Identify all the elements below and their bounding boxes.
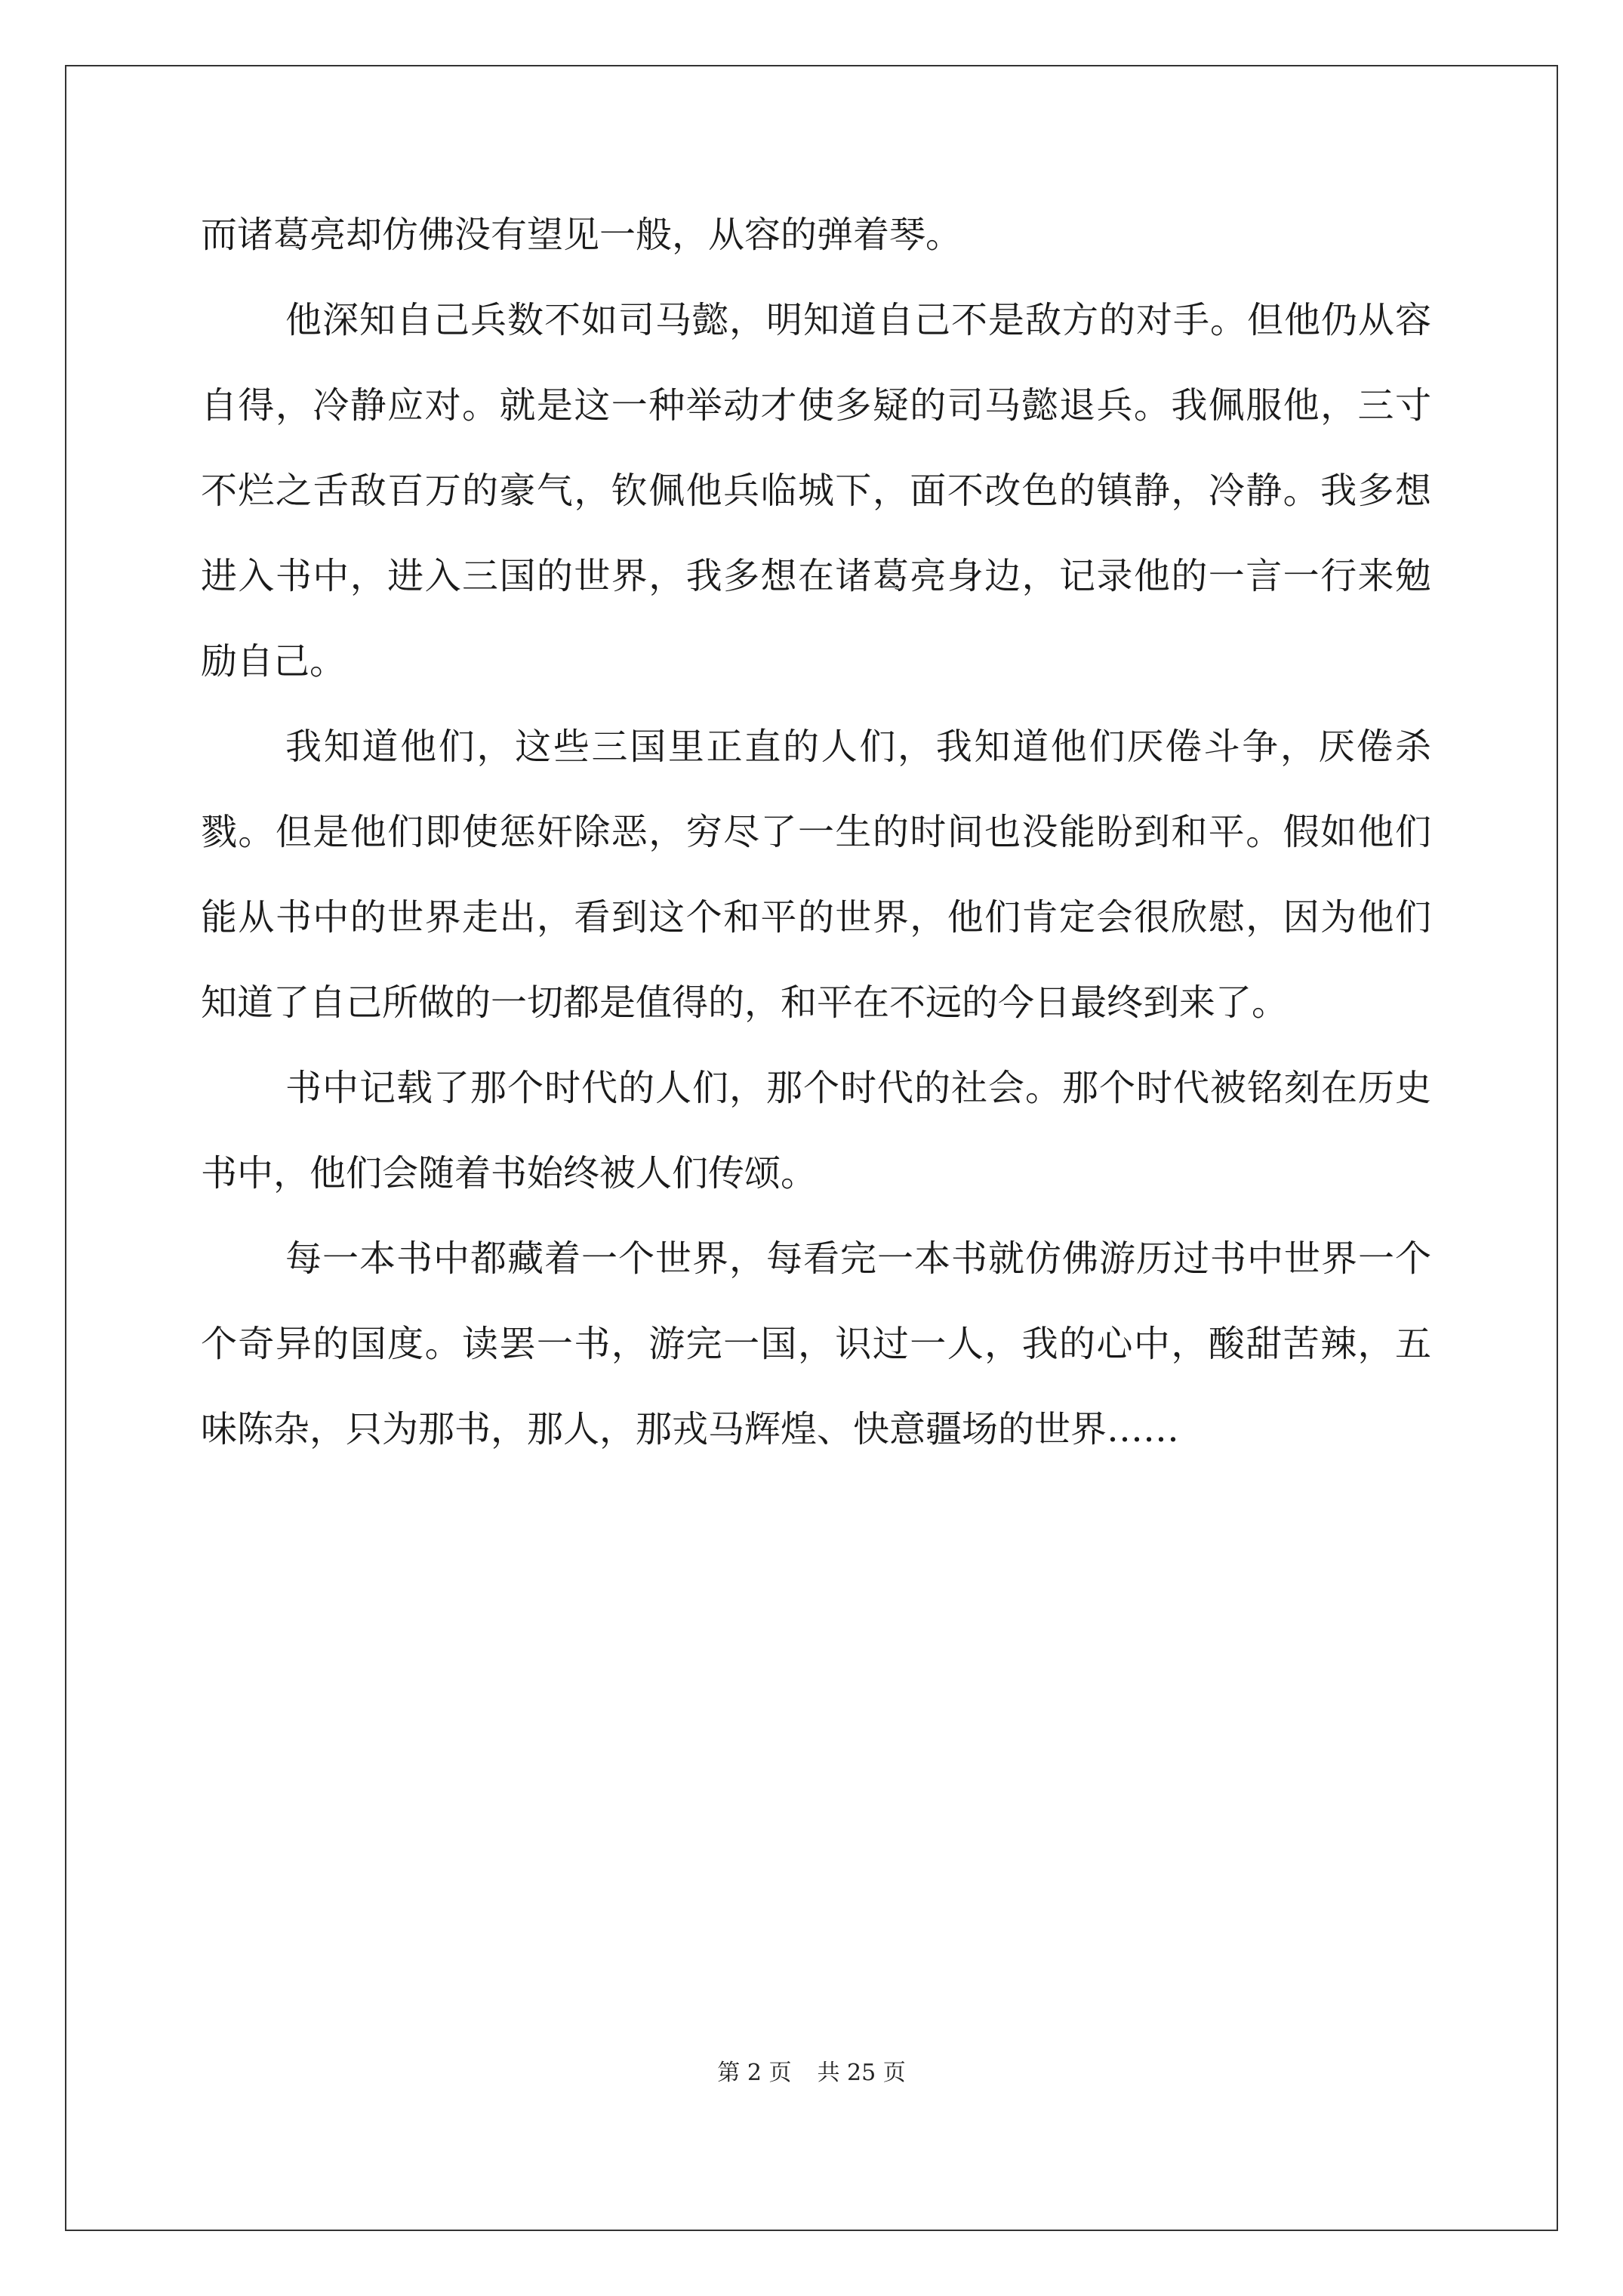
paragraph-2: 他深知自己兵数不如司马懿，明知道自己不是敌方的对手。但他仍从容自得，冷静应对。就是这一种举动才使多疑的司马懿退兵。我佩服他，三寸不烂之舌敌百万的豪气，钦佩他兵临城下，面不改色的镇静，冷静。我多想进入书中，进入三国的世界，我多想在诸葛亮身边，记录他的一言一行来勉励自己。: [201, 299, 1431, 683]
page-footer: [0, 2054, 1623, 2087]
paragraph-5: 每一本书中都藏着一个世界，每看完一本书就仿佛游历过书中世界一个个奇异的国度。读罢一书，游完一国，识过一人，我的心中，酸甜苦辣，五味陈杂，只为那书，那人，那戎马辉煌、快意疆场的世界……: [201, 1237, 1431, 1450]
page-total: 共 25 页: [817, 2060, 906, 2086]
page-number: 第 2 页: [717, 2060, 792, 2086]
document-body: [201, 193, 1431, 1472]
paragraph-1: 而诸葛亮却仿佛没有望见一般，从容的弹着琴。: [201, 214, 962, 256]
paragraph-3: 我知道他们，这些三国里正直的人们，我知道他们厌倦斗争，厌倦杀戮。但是他们即使惩奸除恶，穷尽了一生的时间也没能盼到和平。假如他们能从书中的世界走出，看到这个和平的世界，他们肯定会很欣慰，因为他们知道了自己所做的一切都是值得的，和平在不远的今日最终到来了。: [201, 726, 1431, 1024]
paragraph-4: 书中记载了那个时代的人们，那个时代的社会。那个时代被铭刻在历史书中，他们会随着书始终被人们传颂。: [201, 1067, 1431, 1194]
